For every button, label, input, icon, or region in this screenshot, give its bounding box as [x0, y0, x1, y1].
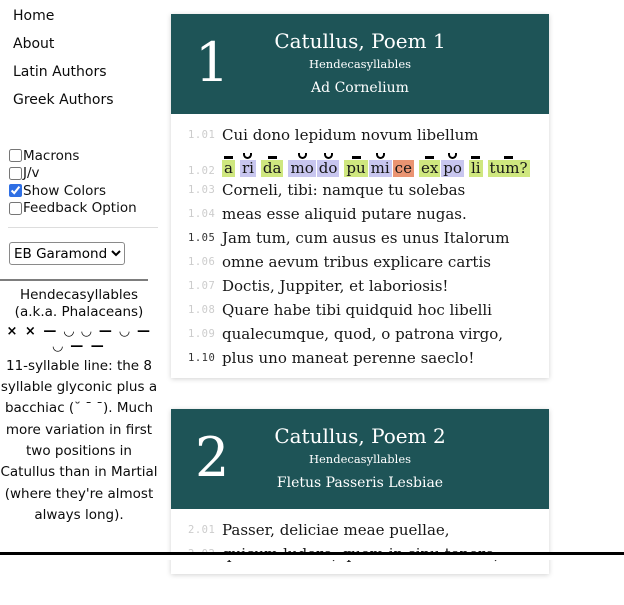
meter-pattern-symbols: × × — ◡ ◡ — ◡ — ◡ — — [6, 323, 152, 354]
poem-line [171, 202, 549, 226]
syllable-short [441, 151, 464, 177]
option-jv[interactable] [9, 165, 166, 183]
poem-number: 1 [195, 30, 230, 94]
syllable-long [344, 151, 367, 177]
poem-dedication: Fletus Passeris Lesbiae [276, 475, 444, 491]
display-options [0, 147, 166, 217]
option-label: Macrons [23, 147, 80, 164]
syllable-text: li [470, 159, 481, 177]
poem-line [171, 346, 549, 370]
meter-info [0, 287, 158, 526]
jv-checkbox[interactable] [9, 167, 22, 180]
line-number: 1.10 [188, 352, 216, 364]
poem-line [171, 250, 549, 274]
poem-card [171, 14, 549, 378]
macron-icon [425, 151, 434, 159]
syllable-elided [393, 151, 414, 177]
scansion-line[interactable] [222, 151, 535, 177]
feedback-checkbox[interactable] [9, 202, 22, 215]
line-number: 1.06 [188, 256, 216, 268]
scansion-word [222, 151, 236, 177]
poem-line-text[interactable]: plus uno maneat perenne saeclo! [222, 349, 475, 367]
syllable-short [240, 151, 256, 177]
scansion-word [344, 151, 415, 177]
option-show-colors[interactable] [9, 182, 166, 200]
sidebar-item-about[interactable] [0, 30, 166, 58]
syllable-text: ex [420, 159, 439, 177]
syllable-short [369, 151, 392, 177]
syllable-long [222, 151, 235, 177]
syllable-text: mo [290, 159, 314, 177]
option-feedback[interactable] [9, 200, 166, 218]
nav-label: Latin Authors [13, 64, 107, 80]
line-number: 1.08 [188, 304, 216, 316]
syllable-short [317, 151, 340, 177]
macron-icon [268, 151, 277, 159]
poem-line [171, 226, 549, 250]
syllable-long [261, 151, 284, 177]
breve-icon [298, 151, 307, 159]
macron-icon [224, 151, 233, 159]
poem-line-text[interactable]: qualecumque, quod, o patrona virgo, [222, 325, 504, 343]
macrons-checkbox[interactable] [9, 149, 22, 162]
scansion-word [488, 151, 531, 177]
window-bottom-edge [0, 552, 624, 560]
sidebar-item-home[interactable] [0, 2, 166, 30]
poem-line [171, 178, 549, 202]
syllable-text: ce [394, 159, 412, 177]
syllable-text: do [318, 159, 338, 177]
line-number: 1.02 [188, 165, 216, 177]
option-macrons[interactable] [9, 147, 166, 165]
sidebar-item-greek-authors[interactable] [0, 86, 166, 114]
font-select[interactable] [9, 242, 125, 265]
scansion-word [469, 151, 484, 177]
poem-line [171, 123, 549, 147]
sidebar-divider [8, 227, 158, 228]
syllable-text: da [262, 159, 282, 177]
line-number: 1.05 [188, 232, 216, 244]
option-label: J/v [23, 165, 40, 182]
syllable-short [288, 151, 315, 177]
poem-line [171, 322, 549, 346]
syllable-text: tum? [489, 159, 528, 177]
scansion-word [240, 151, 257, 177]
sidebar-divider-dark [0, 279, 148, 281]
poem-line [171, 518, 549, 542]
nav-label: Greek Authors [13, 92, 114, 108]
nav-label: Home [13, 8, 55, 24]
syllable-text: ri [241, 159, 254, 177]
syllable-long [488, 151, 530, 177]
scansion-word [288, 151, 340, 177]
macron-icon [504, 151, 513, 159]
line-number: 1.09 [188, 328, 216, 340]
poem-title: Catullus, Poem 2 [274, 424, 446, 448]
line-number: 2.01 [188, 524, 216, 536]
breve-icon [243, 151, 252, 159]
poem-body [171, 509, 549, 574]
poem-line-text[interactable]: Doctis, Juppiter, et laboriosis! [222, 277, 449, 295]
breve-icon [324, 151, 333, 159]
poem-list [171, 14, 549, 605]
line-number: 1.01 [188, 129, 216, 141]
poem-card [171, 409, 549, 574]
poem-title: Catullus, Poem 1 [274, 29, 446, 53]
breve-icon [376, 151, 385, 159]
poem-meter-label: Hendecasyllables [308, 57, 412, 71]
sidebar [0, 0, 166, 526]
poem-dedication: Ad Cornelium [311, 80, 409, 96]
line-number: 1.07 [188, 280, 216, 292]
poem-body [171, 114, 549, 378]
line-number: 1.03 [188, 184, 216, 196]
poem-line-text[interactable]: Jam tum, cum ausus es unus Italorum [222, 229, 510, 247]
poem-line-text[interactable]: Cui dono lepidum novum libellum [222, 126, 479, 144]
poem-meter-label: Hendecasyllables [308, 452, 412, 466]
line-number: 1.04 [188, 208, 216, 220]
macron-icon [471, 151, 480, 159]
poem-line-text[interactable]: Passer, deliciae meae puellae, [222, 521, 450, 539]
poem-line-text[interactable]: Corneli, tibi: namque tu solebas [222, 181, 466, 199]
syllable-text: pu [346, 159, 366, 177]
poem-line [171, 298, 549, 322]
scansion-word [419, 151, 465, 177]
poem-number: 2 [195, 425, 230, 489]
poem-line-text[interactable]: meas esse aliquid putare nugas. [222, 205, 467, 223]
poem-header [171, 14, 549, 114]
syllable-long [469, 151, 483, 177]
syllable-text: mi [370, 159, 390, 177]
scansion-word [261, 151, 285, 177]
poem-line-text[interactable]: Quare habe tibi quidquid hoc libelli [222, 301, 492, 319]
option-label: Show Colors [23, 182, 106, 199]
syllable-long [419, 151, 440, 177]
meter-description: 11-syllable line: the 8 syllable glyconic plus a bacchiac (˘ ¯ ¯). Much more variation in first two positions in Catullus than in Martial (where they're almost always long). [0, 357, 158, 524]
macron-icon [352, 151, 361, 159]
syllable-text: po [443, 159, 462, 177]
syllable-text: a [224, 159, 233, 177]
nav-label: About [13, 36, 55, 52]
meter-title: Hendecasyllables (a.k.a. Phalaceans) [14, 287, 144, 320]
poem-line [171, 274, 549, 298]
show-colors-checkbox[interactable] [9, 184, 22, 197]
poem-line-text[interactable]: omne aevum tribus explicare cartis [222, 253, 491, 271]
option-label: Feedback Option [23, 200, 137, 217]
breve-icon [448, 151, 457, 159]
poem-header [171, 409, 549, 509]
sidebar-item-latin-authors[interactable] [0, 58, 166, 86]
poem-line [171, 147, 549, 178]
